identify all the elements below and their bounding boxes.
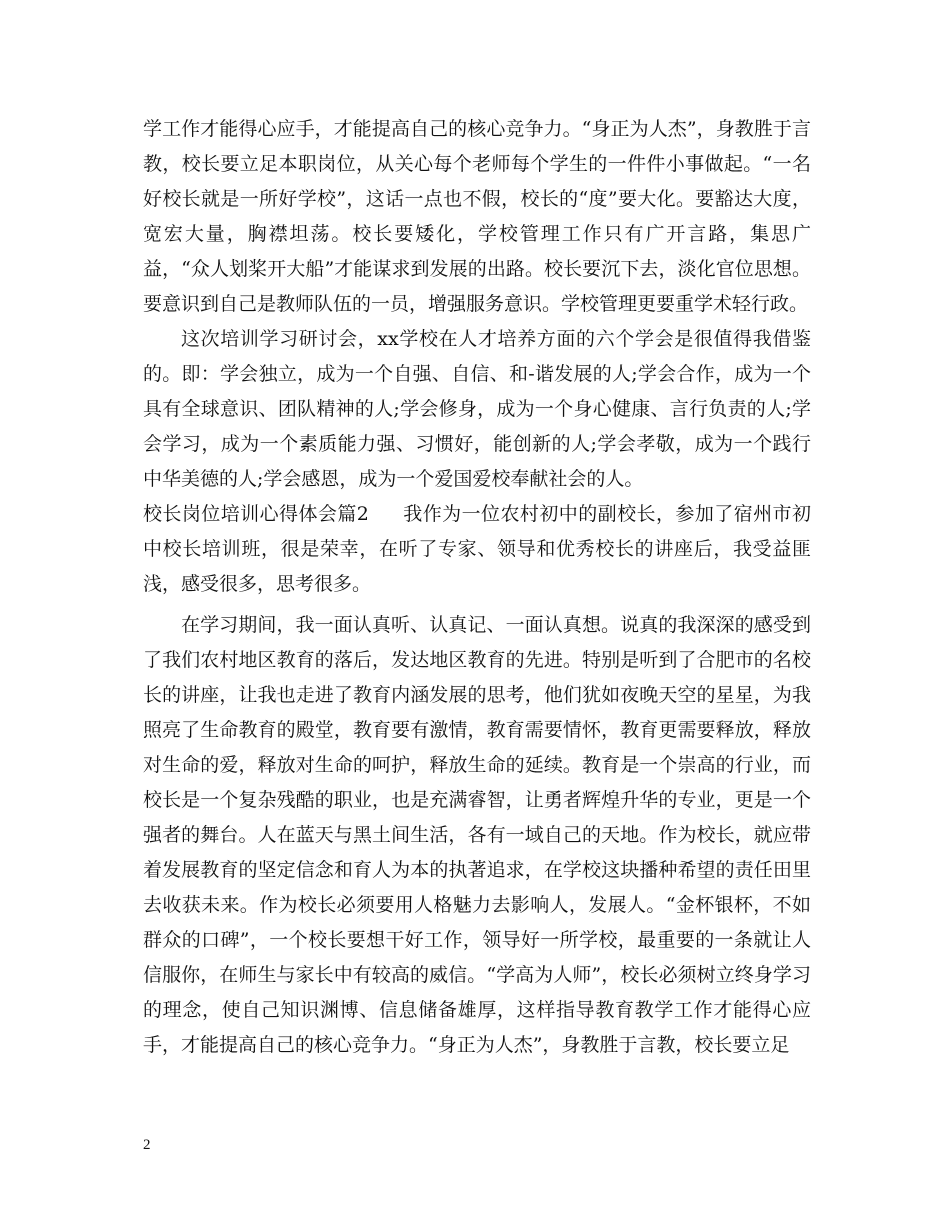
paragraph-study-period: 在学习期间，我一面认真听、认真记、一面认真想。说真的我深深的感受到了我们农村地区教育的落后，发达地区教育的先进。特别是听到了合肥市的名校长的讲座，让我也走进了教育内涵发展的思考，他们犹如夜晚天空的星星，为我照亮了生命教育的殿堂，教育要有激情，教育需要情怀，教育更需要释放，释放对生命的爱，释放对生命的呵护，释放生命的延续。教育是一个崇高的行业，而校长是一个复杂残酷的职业，也是充满睿智，让勇者辉煌升华的专业，更是一个强者的舞台。人在蓝天与黑土间生活，各有一域自己的天地。作为校长，就应带着发展教育的坚定信念和育人为本的执著追求，在学校这块播种希望的责任田里去收获未来。作为校长必须要用人格魅力去影响人，发展人。“金杯银杯，不如群众的口碑”，一个校长要想干好工作，领导好一所学校，最重要的一条就让人信服你，在师生与家长中有较高的威信。“学高为人师”，校长必须树立终身学习的理念，使自己知识渊博、信息储备雄厚，这样指导教育教学工作才能得心应手，才能提高自己的核心竞争力。“身正为人杰”，身教胜于言教，校长要立足	[143, 614, 811, 1056]
section-title: 校长岗位培训心得体会篇2	[143, 503, 369, 525]
section-intro: 我作为一位农村初中的副校长，参加了宿州市初中校长培训班，很是荣幸，在听了专家、领导和优秀校长的讲座后，我受益匪浅，感受很多，思考很多。	[143, 503, 811, 595]
paragraph-six-learnings: 这次培训学习研讨会，xx学校在人才培养方面的六个学会是很值得我借鉴的。即：学会独立，成为一个自强、自信、和-谐发展的人;学会合作，成为一个具有全球意识、团队精神的人;学会修身，成为一个身心健康、言行负责的人;学会学习，成为一个素质能力强、习惯好，能创新的人;学会孝敬，成为一个践行中华美德的人;学会感恩，成为一个爱国爱校奉献社会的人。	[143, 328, 811, 490]
paragraph-continued: 学工作才能得心应手，才能提高自己的核心竞争力。“身正为人杰”，身教胜于言教，校长要立足本职岗位，从关心每个老师每个学生的一件件小事做起。“一名好校长就是一所好学校”，这话一点也不假，校长的“度”要大化。要豁达大度，宽宏大量，胸襟坦荡。校长要矮化，学校管理工作只有广开言路，集思广益，“众人划桨开大船”才能谋求到发展的出路。校长要沉下去，淡化官位思想。要意识到自己是教师队伍的一员，增强服务意识。学校管理更要重学术轻行政。	[143, 118, 811, 315]
section-heading-paragraph	[143, 497, 811, 602]
document-body	[143, 112, 811, 1063]
page-number: 2	[143, 1137, 151, 1153]
